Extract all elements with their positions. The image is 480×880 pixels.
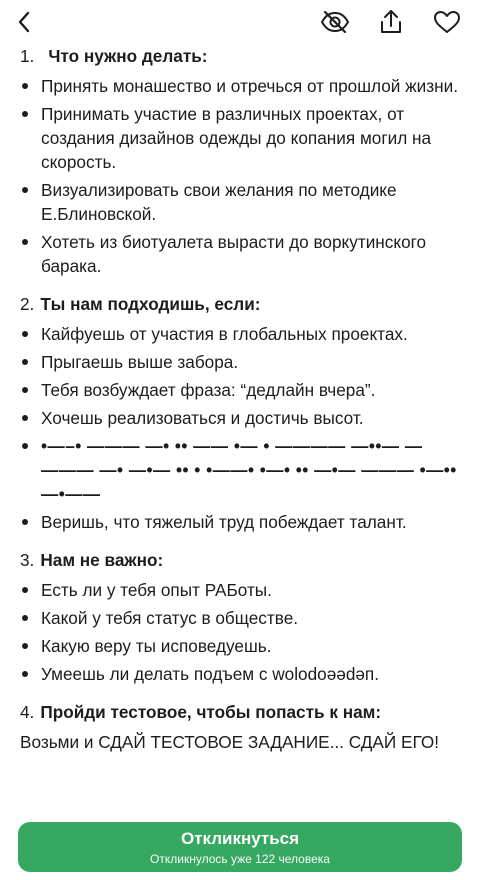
hide-button[interactable] <box>320 7 350 37</box>
favorite-button[interactable] <box>432 7 462 37</box>
list-item: Принимать участие в различных проектах, от создания дизайнов одежды до копания могил на скорость. <box>20 102 466 174</box>
section-number: 1. <box>20 46 35 66</box>
section-paragraph: Возьми и СДАЙ ТЕСТОВОЕ ЗАДАНИЕ... СДАЙ ЕГО! <box>20 732 439 752</box>
section-number: 2. <box>20 294 35 314</box>
section-you-fit-if <box>20 292 466 534</box>
back-button[interactable] <box>8 4 40 40</box>
share-icon <box>379 9 403 35</box>
eye-off-icon <box>320 10 350 34</box>
section-what-to-do <box>20 44 466 278</box>
bullet-list <box>20 578 466 686</box>
list-item: Умеешь ли делать подъем с wolodoəədəп. <box>20 662 466 686</box>
content-fade <box>0 790 480 820</box>
list-item-morse: •—–• ——— —• •• —— •— • ———— —••— — ——— —• —•— •• • •——• •—• •• —•— ——— •—•• —•—— <box>20 434 466 506</box>
section-not-important <box>20 548 466 686</box>
respond-button[interactable] <box>18 822 462 872</box>
chevron-left-icon <box>17 11 31 33</box>
section-heading <box>20 44 466 68</box>
list-item: Хотеть из биотуалета вырасти до воркутинского барака. <box>20 230 466 278</box>
list-item: Прыгаешь выше забора. <box>20 350 466 374</box>
section-test-task <box>20 700 466 754</box>
vacancy-description <box>20 44 466 768</box>
section-title: Нам не важно: <box>40 550 164 570</box>
list-item: Визуализировать свои желания по методике Е.Блиновской. <box>20 178 466 226</box>
share-button[interactable] <box>376 7 406 37</box>
section-number: 3. <box>20 550 35 570</box>
list-item: Тебя возбуждает фраза: “дедлайн вчера”. <box>20 378 466 402</box>
top-toolbar <box>0 0 480 46</box>
list-item: Веришь, что тяжелый труд побеждает талант. <box>20 510 466 534</box>
list-item: Принять монашество и отречься от прошлой жизни. <box>20 74 466 98</box>
section-heading <box>20 700 466 724</box>
section-heading <box>20 292 466 316</box>
section-heading <box>20 548 466 572</box>
section-title: Ты нам подходишь, если: <box>40 294 261 314</box>
list-item: Хочешь реализоваться и достичь высот. <box>20 406 466 430</box>
section-number: 4. <box>20 702 35 722</box>
respond-count-label: Откликнулось уже 122 человека <box>150 852 330 866</box>
list-item: Какую веру ты исповедуешь. <box>20 634 466 658</box>
list-item: Кайфуешь от участия в глобальных проектах. <box>20 322 466 346</box>
heart-icon <box>433 10 461 34</box>
bullet-list <box>20 74 466 278</box>
list-item: Какой у тебя статус в обществе. <box>20 606 466 630</box>
respond-button-label: Откликнуться <box>180 829 300 848</box>
section-title: Что нужно делать: <box>48 46 208 66</box>
bullet-list <box>20 322 466 534</box>
list-item: Есть ли у тебя опыт РАБоты. <box>20 578 466 602</box>
section-title: Пройди тестовое, чтобы попасть к нам: <box>40 702 382 722</box>
